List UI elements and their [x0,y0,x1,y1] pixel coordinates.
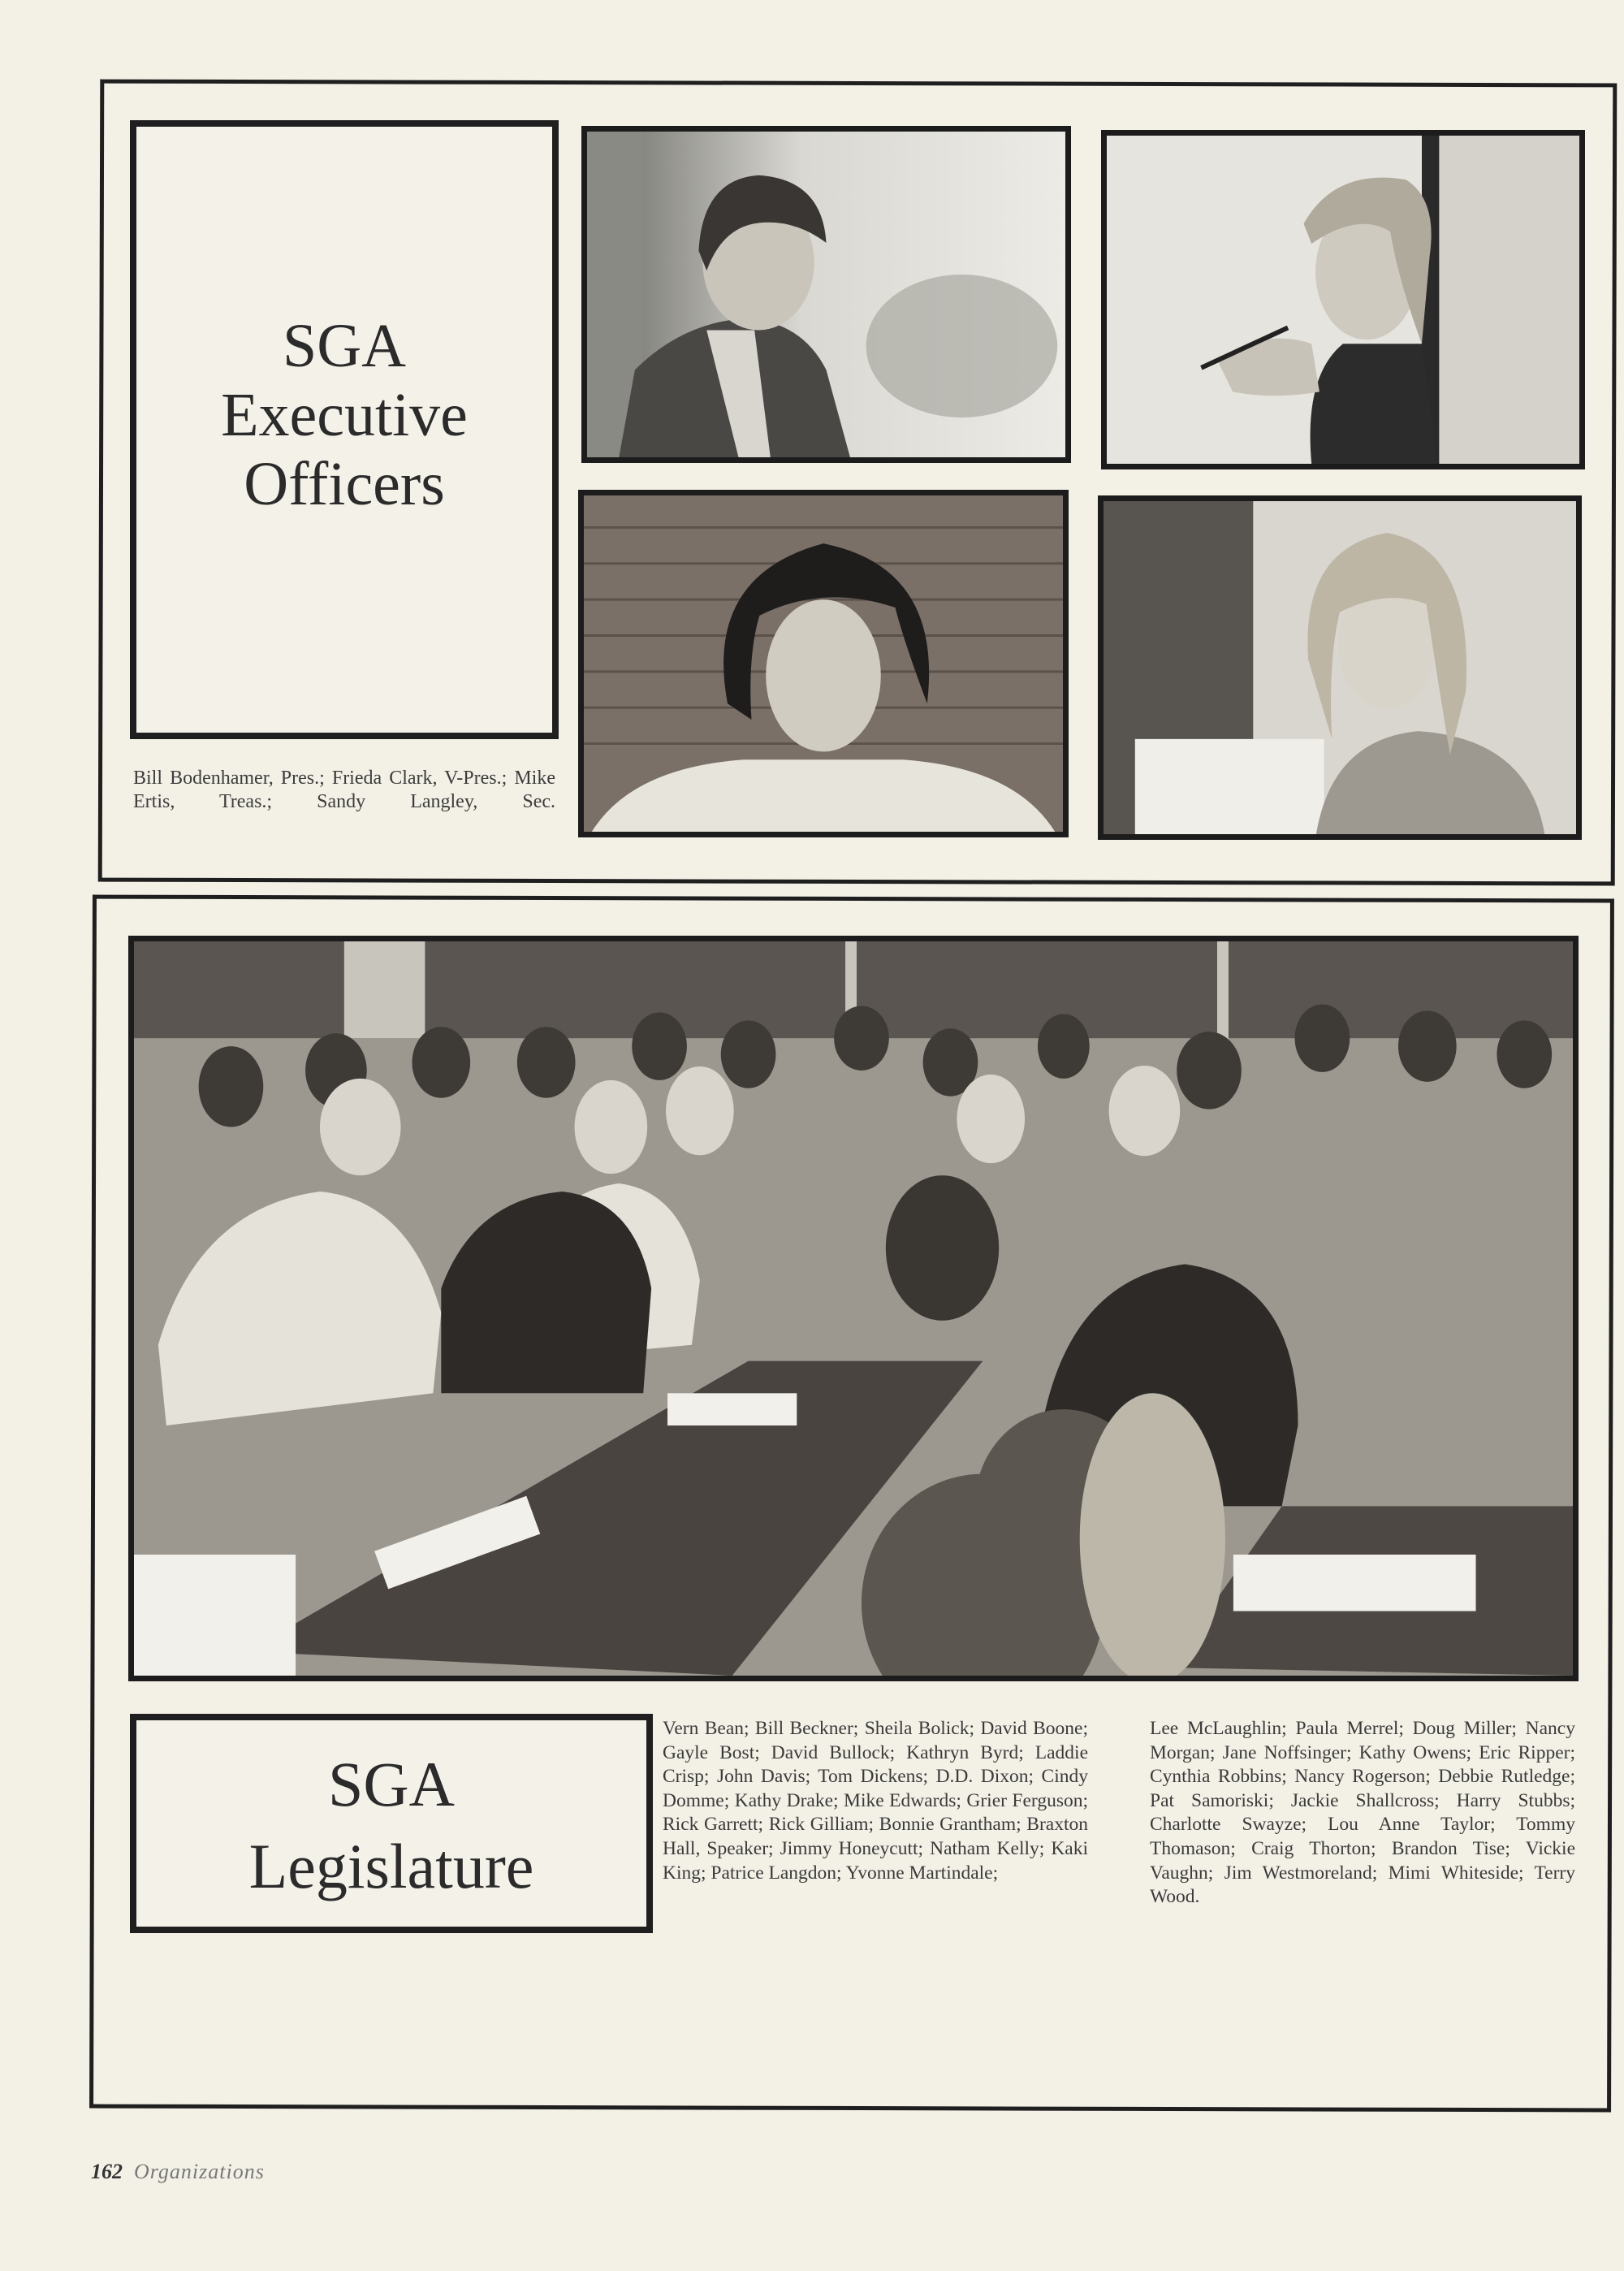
legislature-names-column-1: Vern Bean; Bill Beckner; Sheila Bolick; David Boone; Gayle Bost; David Bullock; Kathryn Byrd; Laddie Crisp; John Davis; Tom Dickens; D.D. Dixon; Cindy Domme; Kathy Drake; Mike Edwards; Grier Ferguson; Rick Garrett; Rick Gilliam; Bonnie Grantham; Braxton Hall, Speaker; Jimmy Honeycutt; Natham Kelly; Kaki King; Patrice Langdon; Yvonne Martindale; [663,1718,1088,1884]
legislature-title-line-2: Legislature [248,1831,534,1902]
legislature-names-column-2: Lee McLaughlin; Paula Merrel; Doug Miller; Nancy Morgan; Jane Noffsinger; Kathy Owens; Eric Ripper; Cynthia Robbins; Nancy Rogerson; Debbie Rutledge; Pat Samoriski; Jackie Shallcross; Harry Stubbs; Charlotte Swayze; Lou Anne Taylor; Tommy Thomason; Craig Thorton; Brandon Tise; Vickie Vaughn; Jim Westmoreland; Mimi Whiteside; Terry Wood. [1150,1718,1575,1908]
executive-title [136,312,552,519]
photo-president [581,126,1071,463]
executive-title-line-2: Executive [221,381,468,450]
photo-treasurer [578,490,1069,837]
legislature-title [136,1743,646,1908]
photo-legislature-meeting [128,936,1579,1681]
section-name: Organizations [134,2160,265,2183]
legislature-title-box [130,1714,653,1933]
legislature-title-line-1: SGA [327,1749,456,1819]
photo-vice-president [1101,130,1585,469]
photo-secretary [1098,495,1582,840]
executive-title-line-3: Officers [244,450,445,519]
executive-title-box [130,120,559,739]
page-number: 162 [91,2160,123,2183]
page-footer [91,2160,265,2184]
executive-title-line-1: SGA [282,312,407,380]
executive-caption: Bill Bodenhamer, Pres.; Frieda Clark, V-Pres.; Mike Ertis, Treas.; Sandy Langley, Sec. [133,768,555,812]
